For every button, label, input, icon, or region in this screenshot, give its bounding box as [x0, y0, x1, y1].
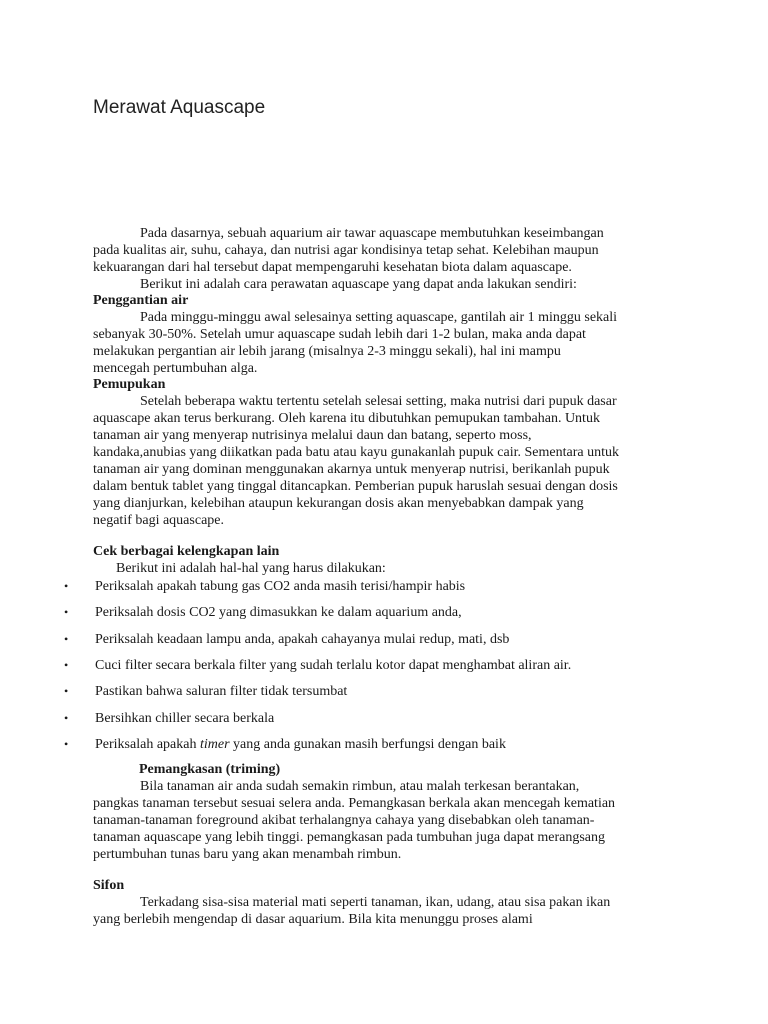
checklist-item-1: Periksalah apakah tabung gas CO2 anda masih terisi/hampir habis [95, 579, 466, 594]
pemupukan-line-1: Setelah beberapa waktu tertentu setelah selesai setting, maka nutrisi dari pupuk dasar [140, 394, 617, 409]
intro-line-4: Berikut ini adalah cara perawatan aquascape yang dapat anda lakukan sendiri: [140, 277, 577, 292]
cek-intro: Berikut ini adalah hal-hal yang harus dilakukan: [116, 561, 386, 576]
pemupukan-line-8: negatif bagi aquascape. [93, 513, 224, 528]
checklist-item-4: Cuci filter secara berkala filter yang sudah terlalu kotor dapat menghambat aliran air. [95, 658, 572, 673]
heading-penggantian-air: Penggantian air [93, 293, 189, 308]
heading-pemangkasan: Pemangkasan (triming) [139, 762, 281, 777]
checklist-item-7 [95, 736, 506, 753]
bullet-marker: • [64, 579, 69, 593]
pemupukan-line-3: tanaman air yang menyerap nutrisinya melalui daun dan batang, seperto moss, [93, 428, 532, 443]
checklist-item-2: Periksalah dosis CO2 yang dimasukkan ke dalam aquarium anda, [95, 605, 462, 620]
pemupukan-line-2: aquascape akan terus berkurang. Oleh karena itu dibutuhkan pemupukan tambahan. Untuk [93, 411, 600, 426]
penggantian-line-3: melakukan pergantian air lebih jarang (misalnya 2-3 minggu sekali), hal ini mampu [93, 344, 561, 359]
pemangkasan-line-2: pangkas tanaman tersebut sesuai selera anda. Pemangkasan berkala akan mencegah kematian [93, 796, 616, 811]
bullet-marker: • [64, 684, 69, 698]
bullet-marker: • [64, 632, 69, 646]
checklist-item-3: Periksalah keadaan lampu anda, apakah cahayanya mulai redup, mati, dsb [95, 632, 510, 647]
heading-sifon: Sifon [93, 878, 125, 893]
pemangkasan-line-1: Bila tanaman air anda sudah semakin rimbun, atau malah terkesan berantakan, [140, 779, 580, 794]
pemupukan-line-4: kandaka,anubias yang diikatkan pada batu atau kayu gunakanlah pupuk cair. Sementara untuk [93, 445, 619, 460]
intro-line-1: Pada dasarnya, sebuah aquarium air tawar aquascape membutuhkan keseimbangan [140, 226, 604, 241]
checklist-item-7-italic: timer [199, 737, 230, 752]
intro-line-3: kekuarangan dari hal tersebut dapat mempengaruhi kesehatan biota dalam aquascape. [93, 260, 572, 275]
checklist-item-7-before: Periksalah apakah [95, 737, 200, 752]
penggantian-line-2: sebanyak 30-50%. Setelah umur aquascape sudah lebih dari 1-2 bulan, maka anda dapat [93, 327, 586, 342]
pemupukan-line-5: tanaman air yang dominan menggunakan akarnya untuk menyerap nutrisi, berikanlah pupuk [93, 462, 610, 477]
heading-pemupukan: Pemupukan [93, 377, 166, 392]
bullet-marker: • [64, 605, 69, 619]
pemangkasan-line-3: tanaman-tanaman foreground akibat terhalangnya cahaya yang disebabkan oleh tanaman- [93, 813, 595, 828]
sifon-line-1: Terkadang sisa-sisa material mati seperti tanaman, ikan, udang, atau sisa pakan ikan [140, 895, 611, 910]
heading-cek-kelengkapan: Cek berbagai kelengkapan lain [93, 544, 280, 559]
bullet-marker: • [64, 658, 69, 672]
bullet-marker: • [64, 711, 69, 725]
checklist-item-6: Bersihkan chiller secara berkala [95, 711, 275, 726]
bullet-marker: • [64, 737, 69, 751]
page-title: Merawat Aquascape [93, 97, 266, 118]
penggantian-line-4: mencegah pertumbuhan alga. [93, 361, 258, 376]
penggantian-line-1: Pada minggu-minggu awal selesainya setting aquascape, gantilah air 1 minggu sekali [140, 310, 618, 325]
pemangkasan-line-4: tanaman aquascape yang lebih tinggi. pemangkasan pada tumbuhan juga dapat merangsang [93, 830, 605, 845]
sifon-line-2: yang berlebih mengendap di dasar aquarium. Bila kita menunggu proses alami [93, 912, 533, 927]
intro-line-2: pada kualitas air, suhu, cahaya, dan nutrisi agar kondisinya tetap sehat. Kelebihan maupun [93, 243, 599, 258]
pemupukan-line-6: dalam bentuk tablet yang tinggal ditancapkan. Pemberian pupuk haruslah sesuai dengan dosis [93, 479, 618, 494]
pemupukan-line-7: yang dianjurkan, kelebihan ataupun kekurangan dosis akan menyebabkan dampak yang [93, 496, 584, 511]
pemangkasan-line-5: pertumbuhan tunas baru yang akan menambah rimbun. [93, 847, 402, 862]
checklist-item-7-after: yang anda gunakan masih berfungsi dengan baik [229, 737, 506, 752]
checklist-item-5: Pastikan bahwa saluran filter tidak tersumbat [95, 684, 348, 699]
